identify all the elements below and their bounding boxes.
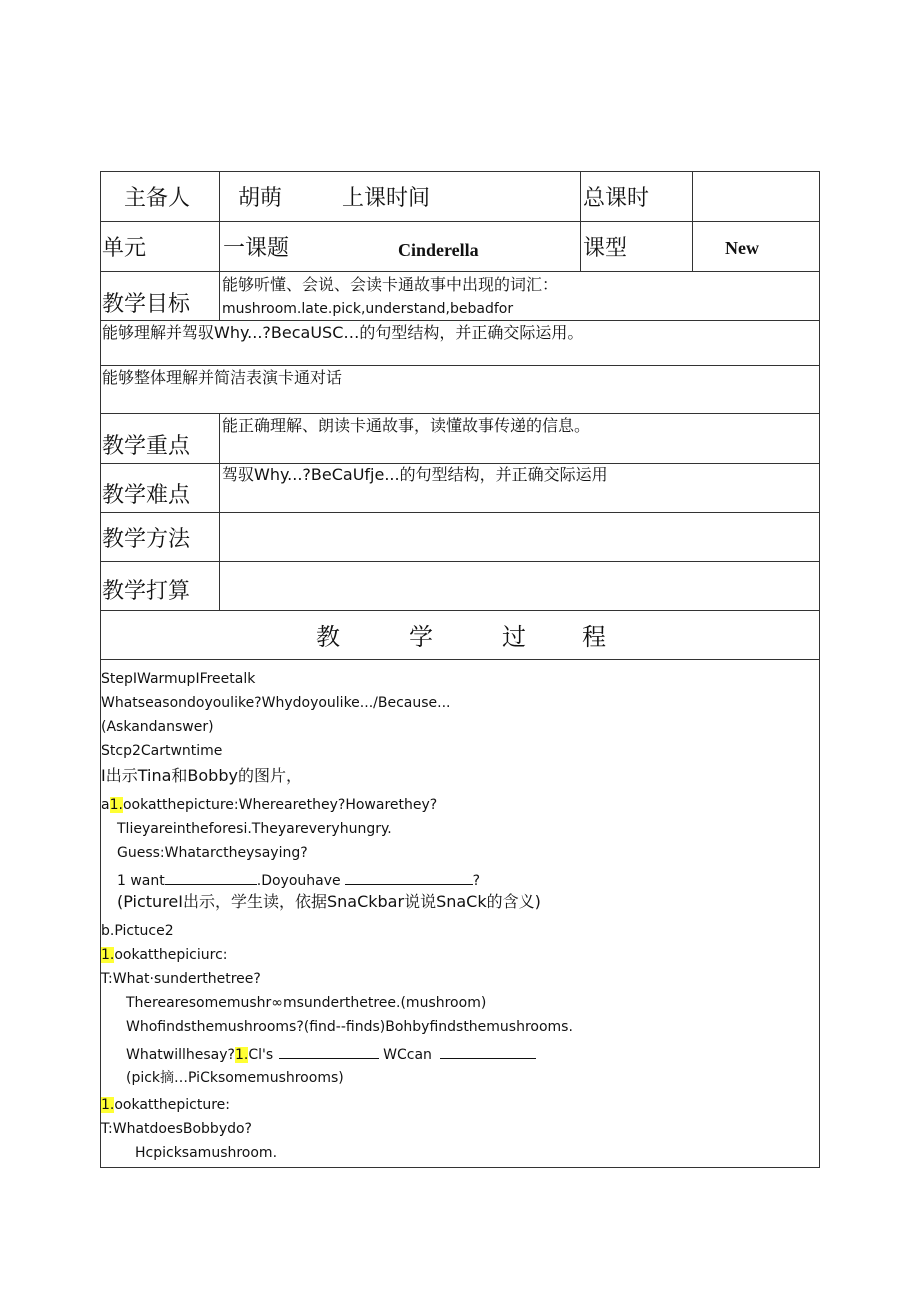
process-line — [126, 1044, 536, 1062]
process-line: T:What·sunderthetree? — [101, 971, 261, 987]
row-divider — [100, 271, 820, 272]
col-divider — [219, 171, 220, 271]
process-line: Guess:Whatarctheysaying? — [117, 845, 308, 861]
row-divider — [100, 365, 820, 366]
highlight-mark: 1. — [234, 1047, 249, 1063]
lesson-type-value: New — [725, 238, 759, 258]
process-title-char: 教 — [316, 623, 340, 651]
key-points-label: 教学重点 — [102, 434, 191, 459]
col-divider — [692, 171, 693, 271]
process-line: (pick摘…PiCksomemushrooms) — [126, 1070, 344, 1086]
process-title-char: 程 — [582, 623, 606, 651]
line-text: Whatwillhesay? — [126, 1047, 235, 1063]
line-text: Cl's — [248, 1047, 274, 1063]
process-line: Hcpicksamushroom. — [135, 1145, 278, 1161]
process-line: Tlieyareintheforesi.Theyareveryhungry. — [117, 821, 392, 837]
preparer-label: 主备人 — [124, 186, 191, 211]
process-line: Stcp2Cartwntime — [101, 743, 223, 759]
class-time-label: 上课时间 — [342, 186, 431, 211]
process-line: Whofindsthemushrooms?(find--finds)Bohbyfindsthemushrooms. — [126, 1019, 573, 1035]
row-divider — [100, 463, 820, 464]
objectives-line: 能够理解并驾驭Why...?BecaUSC…的句型结构，并正确交际运用。 — [102, 323, 584, 342]
process-line: (Askandanswer) — [101, 719, 214, 735]
fill-blank — [165, 870, 257, 885]
row-divider — [100, 610, 820, 611]
key-points-text: 能正确理解、朗读卡通故事，读懂故事传递的信息。 — [222, 416, 591, 435]
process-line: T:WhatdoesBobbydo? — [101, 1121, 252, 1137]
total-periods-label: 总课时 — [583, 186, 650, 211]
process-line — [101, 798, 437, 812]
process-line: Whatseasondoyoulike?Whydoyoulike.../Because... — [101, 695, 451, 711]
lesson-type-label: 课型 — [583, 236, 628, 261]
process-line — [117, 870, 480, 888]
fill-blank — [279, 1044, 379, 1059]
process-line: b.Pictuce2 — [101, 923, 174, 939]
highlight-mark: 1. — [109, 797, 123, 813]
process-line — [101, 1098, 230, 1112]
process-line: I出示Tina和Bobby的图片， — [101, 766, 302, 785]
line-text: .Doyouhave — [256, 873, 341, 889]
line-text: ookatthepicture:Wherearethey?Howarethey? — [122, 797, 438, 813]
row-divider — [100, 221, 820, 222]
line-text: WCcan — [383, 1047, 432, 1063]
col-divider — [580, 171, 581, 271]
col-divider — [219, 413, 220, 610]
plan-label: 教学打算 — [102, 579, 191, 604]
topic-value: Cinderella — [398, 240, 479, 260]
col-divider — [219, 271, 220, 320]
highlight-mark: 1. — [101, 947, 115, 963]
process-line: Therearesomemushr∞msunderthetree.(mushroom) — [126, 995, 487, 1011]
process-line: (PictureI出示，学生读，依据SnaCkbar说说SnaCk的含义) — [117, 892, 541, 911]
objectives-vocab: mushroom.late.pick,understand,bebadfor — [222, 301, 514, 317]
row-divider — [100, 320, 820, 321]
process-line: StepIWarmupIFreetalk — [101, 671, 256, 687]
row-divider — [100, 659, 820, 660]
line-text: 1 want — [117, 873, 165, 889]
row-divider — [100, 413, 820, 414]
line-text: ookatthepicture: — [114, 1097, 231, 1113]
row-divider — [100, 561, 820, 562]
line-text: ookatthepiciurc: — [114, 947, 228, 963]
process-title-char: 过 — [502, 623, 526, 651]
difficulties-text: 驾驭Why...?BeCaUfje...的句型结构，并正确交际运用 — [222, 465, 608, 484]
objectives-label: 教学目标 — [102, 292, 191, 317]
objectives-line: 能够听懂、会说、会读卡通故事中出现的词汇： — [222, 275, 559, 294]
line-text: ? — [472, 873, 481, 889]
fill-blank — [345, 870, 473, 885]
methods-label: 教学方法 — [102, 527, 191, 552]
highlight-mark: 1. — [101, 1097, 115, 1113]
difficulties-label: 教学难点 — [102, 483, 191, 508]
process-title-char: 学 — [409, 623, 433, 651]
topic-label: 一课题 — [223, 236, 290, 261]
unit-label: 单元 — [102, 236, 147, 261]
line-prefix: a — [101, 797, 110, 813]
preparer-name: 胡萌 — [238, 186, 283, 211]
row-divider — [100, 512, 820, 513]
objectives-line: 能够整体理解并简洁表演卡通对话 — [102, 368, 343, 387]
process-line — [101, 948, 228, 962]
fill-blank — [440, 1044, 536, 1059]
